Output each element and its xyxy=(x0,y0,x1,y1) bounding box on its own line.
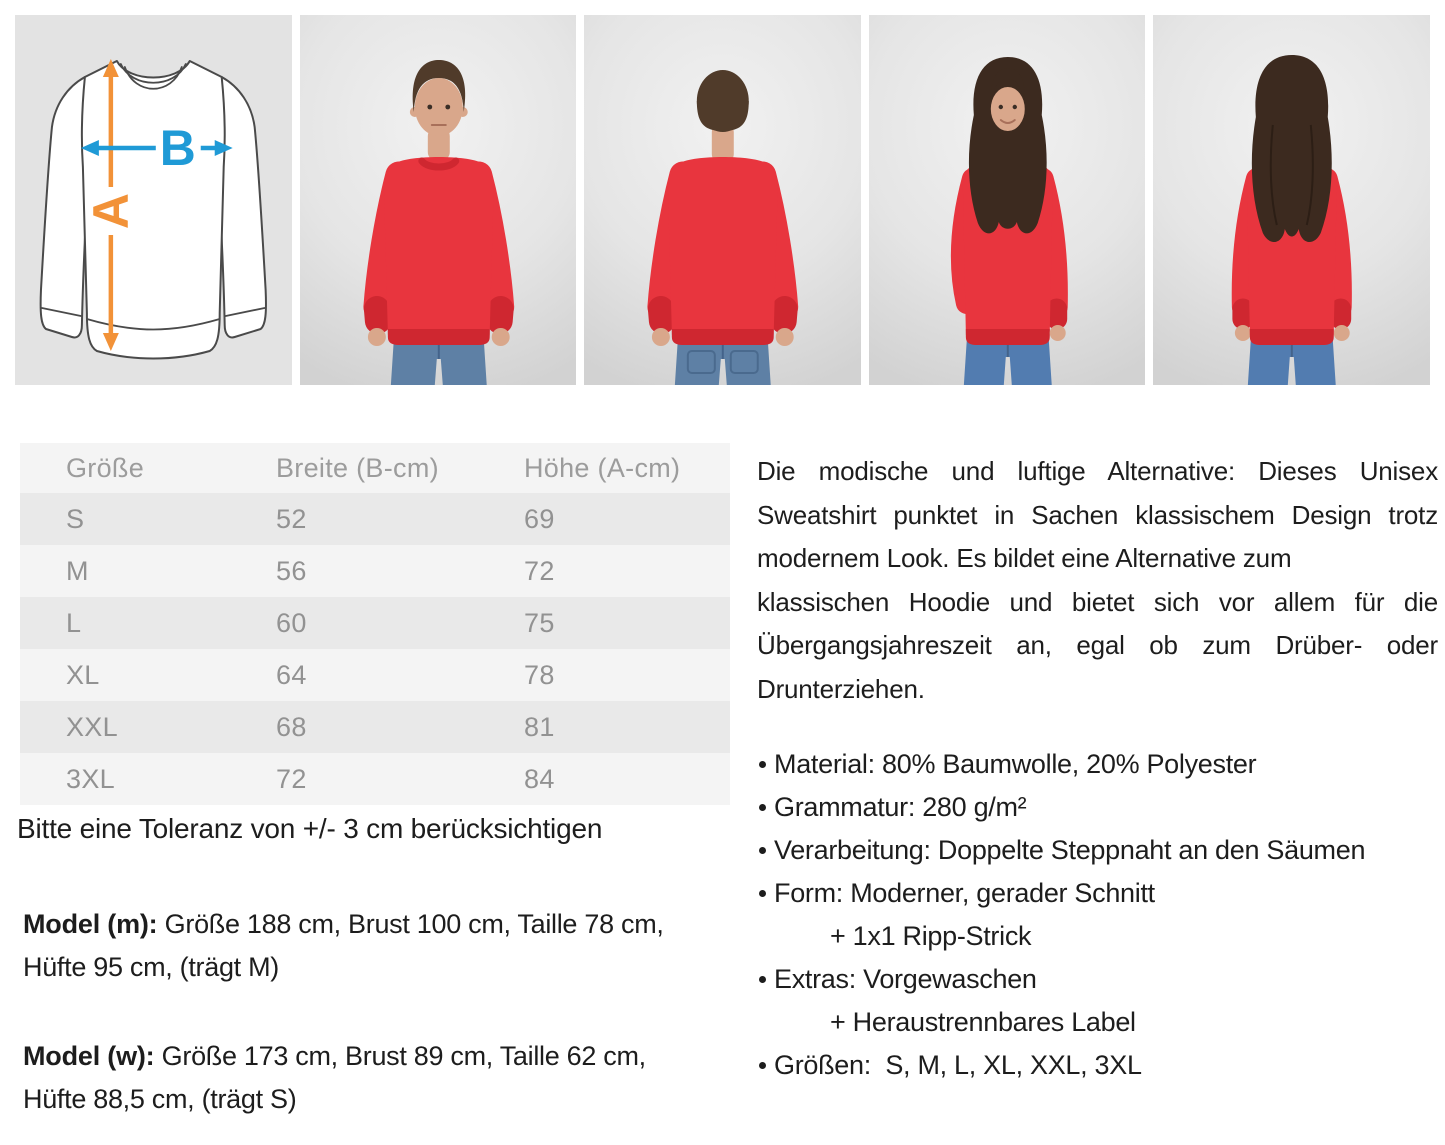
feature-text: + 1x1 Ripp-Strick xyxy=(830,921,1032,951)
description-line: Die modische und luftige Alternative: Dieses Unisex xyxy=(757,456,1438,486)
size-table-header-row xyxy=(20,443,730,493)
feature-text: Größen: S, M, L, XL, XXL, 3XL xyxy=(774,1050,1142,1080)
bullet-dot xyxy=(759,890,766,897)
male-front-figure xyxy=(300,15,577,385)
sweatshirt-body xyxy=(383,157,493,345)
width-label: B xyxy=(159,119,196,177)
size-table-cell: 56 xyxy=(276,555,307,586)
size-table-cell: XL xyxy=(66,659,100,690)
feature-text: Material: 80% Baumwolle, 20% Polyester xyxy=(774,749,1257,779)
size-table-header-cell: Größe xyxy=(66,452,145,483)
female-back-figure xyxy=(1153,15,1430,385)
model-label: Model (w): xyxy=(23,1041,155,1071)
photo-female-back xyxy=(1153,15,1430,385)
product-info xyxy=(757,450,1438,1087)
description-line: Sweatshirt punktet in Sachen klassischem Design trotz xyxy=(757,499,1438,530)
female-front-figure xyxy=(869,15,1146,385)
right-hand xyxy=(1334,325,1350,341)
model-label: Model (m): xyxy=(23,909,158,939)
left-hand xyxy=(652,328,670,346)
size-table-cell: 69 xyxy=(524,503,555,534)
feature-list xyxy=(757,743,1438,1087)
feature-item xyxy=(757,958,1438,1001)
size-table-cell: 64 xyxy=(276,659,307,690)
model-info-line2: Hüfte 88,5 cm, (trägt S) xyxy=(23,1084,297,1114)
feature-item xyxy=(757,1001,1438,1044)
right-hand xyxy=(776,328,794,346)
model-info-line1: Model (w): Größe 173 cm, Brust 89 cm, Taille 62 cm, xyxy=(23,1041,646,1071)
model-measurements xyxy=(23,903,729,1121)
bullet-dot xyxy=(759,1062,766,1069)
size-table-cell: M xyxy=(66,555,89,586)
left-hand xyxy=(1235,325,1251,341)
size-table-cell: 72 xyxy=(276,763,307,794)
size-table-row xyxy=(20,493,730,545)
size-table-cell: 72 xyxy=(524,555,555,586)
sweatshirt-body xyxy=(668,157,778,345)
model-info-line1: Model (m): Größe 188 cm, Brust 100 cm, Taille 78 cm, xyxy=(23,909,664,939)
size-table-cell: 78 xyxy=(524,659,555,690)
right-hand xyxy=(1050,325,1066,341)
size-table-cell: 75 xyxy=(524,607,555,638)
size-table-row xyxy=(20,597,730,649)
product-gallery xyxy=(15,15,1430,385)
feature-text: Form: Moderner, gerader Schnitt xyxy=(774,878,1155,908)
description-line: Drunterziehen. xyxy=(757,673,925,704)
size-table-header-cell: Höhe (A-cm) xyxy=(524,452,681,483)
jeans xyxy=(675,339,771,385)
sweatshirt-measurement-diagram xyxy=(15,15,292,385)
right-hand xyxy=(491,328,509,346)
description-line: Übergangsjahreszeit an, egal ob zum Drüber- oder xyxy=(757,630,1438,660)
photo-female-front xyxy=(869,15,1146,385)
height-label: A xyxy=(82,192,139,230)
description-line: modernem Look. Es bildet eine Alternative zum xyxy=(757,543,1292,573)
size-table-cell: 68 xyxy=(276,711,307,742)
bullet-dot xyxy=(759,804,766,811)
size-table-cell: S xyxy=(66,503,85,534)
feature-text: + Heraustrennbares Label xyxy=(830,1007,1136,1037)
feature-item xyxy=(757,829,1438,872)
size-table xyxy=(20,443,730,805)
size-table-row xyxy=(20,753,730,805)
size-diagram-panel xyxy=(15,15,292,385)
feature-item xyxy=(757,915,1438,958)
feature-text: Verarbeitung: Doppelte Steppnaht an den Säumen xyxy=(774,835,1366,865)
model-info-m xyxy=(23,903,729,989)
size-table-cell: 84 xyxy=(524,763,555,794)
jeans xyxy=(964,339,1052,385)
feature-text: Extras: Vorgewaschen xyxy=(774,964,1037,994)
male-back-figure xyxy=(584,15,861,385)
size-table-header-cell: Breite (B-cm) xyxy=(276,452,439,483)
jeans xyxy=(390,339,486,385)
left-hand xyxy=(367,328,385,346)
size-table-row xyxy=(20,649,730,701)
size-table-cell: 81 xyxy=(524,711,555,742)
hair xyxy=(1252,55,1332,242)
size-table-cell: XXL xyxy=(66,711,118,742)
jeans xyxy=(1248,339,1336,385)
size-table-cell: L xyxy=(66,607,82,638)
tolerance-note: Bitte eine Toleranz von +/- 3 cm berücksichtigen xyxy=(17,813,603,844)
size-table-row xyxy=(20,701,730,753)
product-description xyxy=(757,450,1438,711)
sweatshirt-outline xyxy=(41,61,266,359)
feature-item xyxy=(757,786,1438,829)
feature-text: Grammatur: 280 g/m² xyxy=(774,792,1027,822)
photo-male-front xyxy=(300,15,577,385)
size-table-cell: 3XL xyxy=(66,763,115,794)
description-line: klassischen Hoodie und bietet sich vor allem für die xyxy=(757,586,1438,617)
size-table-row xyxy=(20,545,730,597)
hair xyxy=(969,57,1047,233)
model-info-w xyxy=(23,1035,729,1121)
bullet-dot xyxy=(759,976,766,983)
size-table-cell: 52 xyxy=(276,503,307,534)
feature-item xyxy=(757,743,1438,786)
photo-male-back xyxy=(584,15,861,385)
model-info-line2: Hüfte 95 cm, (trägt M) xyxy=(23,952,279,982)
feature-item xyxy=(757,872,1438,915)
size-table-cell: 60 xyxy=(276,607,307,638)
feature-item xyxy=(757,1044,1438,1087)
hair xyxy=(697,70,749,132)
bullet-dot xyxy=(759,761,766,768)
bullet-dot xyxy=(759,847,766,854)
